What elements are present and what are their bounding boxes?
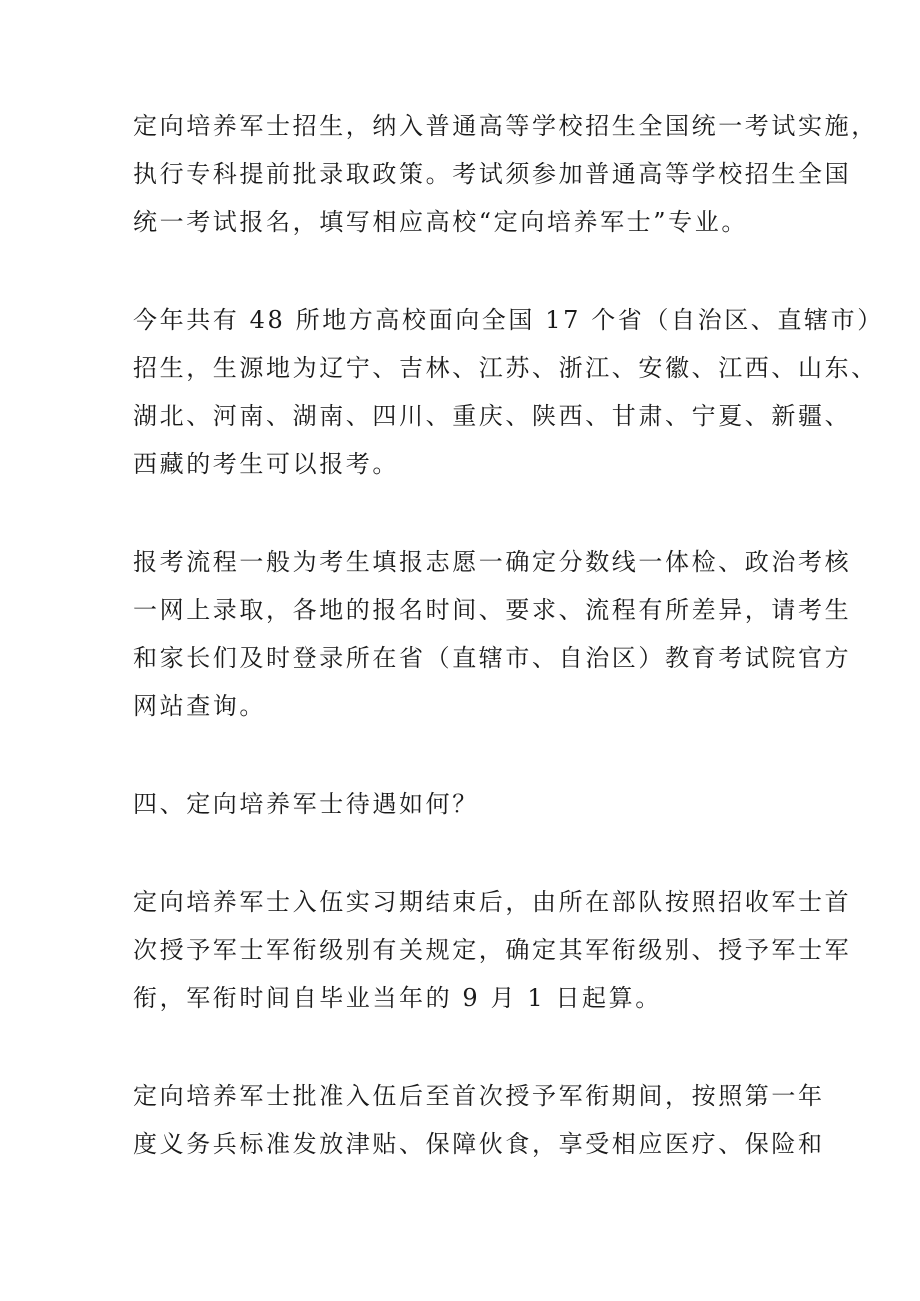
text-line: 湖北、河南、湖南、四川、重庆、陕西、甘肃、宁夏、新疆、 — [133, 402, 852, 430]
text-line: 西藏的考生可以报考。 — [133, 450, 399, 478]
section-heading-text: 四、定向培养军士待遇如何？ — [133, 790, 479, 818]
text-line: 报考流程一般为考生填报志愿一确定分数线一体检、政治考核 — [133, 548, 852, 576]
text-line: 一网上录取，各地的报名时间、要求、流程有所差异，请考生 — [133, 596, 852, 624]
text-line: 网站查询。 — [133, 692, 266, 720]
text-line: 今年共有 48 所地方高校面向全国 17 个省（自治区、直辖市） — [133, 306, 884, 334]
paragraph-application-process — [133, 538, 852, 730]
text-line: 执行专科提前批录取政策。考试须参加普通高等学校招生全国 — [133, 160, 852, 188]
paragraph-source-regions — [133, 296, 884, 488]
document-body — [133, 102, 884, 1218]
text-line: 定向培养军士招生，纳入普通高等学校招生全国统一考试实施， — [133, 112, 878, 140]
text-line: 统一考试报名，填写相应高校“定向培养军士”专业。 — [133, 208, 748, 236]
paragraph-rank-grant — [133, 878, 852, 1022]
paragraph-enrollment-policy — [133, 102, 878, 246]
text-line: 定向培养军士入伍实习期结束后，由所在部队按照招收军士首 — [133, 888, 852, 916]
text-line: 和家长们及时登录所在省（直辖市、自治区）教育考试院官方 — [133, 644, 852, 672]
text-line: 次授予军士军衔级别有关规定，确定其军衔级别、授予军士军 — [133, 936, 852, 964]
section-heading — [133, 780, 833, 828]
text-line: 度义务兵标准发放津贴、保障伙食，享受相应医疗、保险和 — [133, 1130, 825, 1158]
text-line: 衔，军衔时间自毕业当年的 9 月 1 日起算。 — [133, 984, 662, 1012]
text-line: 定向培养军士批准入伍后至首次授予军衔期间，按照第一年 — [133, 1082, 825, 1110]
text-line: 招生，生源地为辽宁、吉林、江苏、浙江、安徽、江西、山东、 — [133, 354, 878, 382]
paragraph-benefits — [133, 1072, 833, 1168]
